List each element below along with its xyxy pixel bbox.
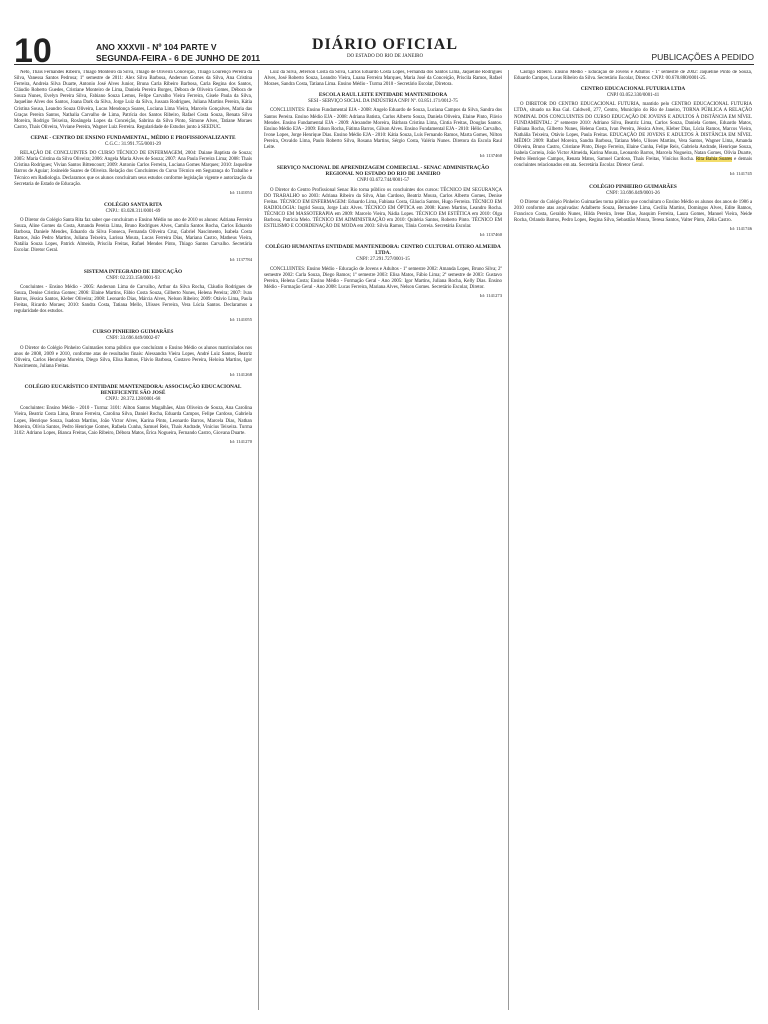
notice-title: COLÉGIO EUCARÍSTICO ENTIDADE MANTENEDORA: ASSOCIAÇÃO EDUCACIONAL BENEFICENTE SÃO JOSÉ — [24, 384, 242, 397]
page-header — [0, 0, 768, 70]
notice-block — [514, 184, 752, 233]
notice-body: CONCLUINTES: Ensino Fundamental EJA - 2008: Angelo Eduardo de Souza, Luciana Campos da Silva, Sandra dos Santos Pereira. Ensino Médio EJA - 2008: Adriana Batista, Carlos Alberto Souza, Daniela Oliveira, Elaine Pinto, Flávio Mendes. Ensino Fundamental EJA - 2009: Alexandre Moreira, Bárbara Cristina Lima, Cíntia Freitas, Douglas Santos. Ensino Médio EJA - 2009: Edson Rocha, Fátima Barros, Gilson Alves. Ensino Fundamental EJA - 2010: Hélio Carvalho, Ivone Lopes, Jorge Henrique Dias. Ensino Médio EJA - 2010: Kátia Souza, Luís Fernando Ramos, Marta Gomes, Nilton Pereira, Osvaldo Lima, Paulo Roberto Silva, Rosana Martins, Sérgio Costa, Valéria Nunes. Diretora da Escola Raul Leite. — [264, 108, 502, 151]
issue-line: ANO XXXVII - Nº 104 PARTE V — [96, 42, 217, 52]
notice-block — [14, 202, 252, 263]
notice-cnpj: C.G.C.: 31.991.755/0001-29 — [105, 142, 161, 148]
notice-title: CURSO PINHEIRO GUIMARÃES — [92, 329, 174, 336]
notice-id: Id: 1137460 — [479, 232, 502, 238]
notice-id: Id: 1141270 — [229, 438, 252, 444]
notice-cnpj: CNPJ.: 03.028.311/0001-69 — [105, 208, 161, 214]
notice-cnpj: CNPJ: 33.696.049/0001-26 — [606, 190, 660, 196]
header-divider — [14, 64, 754, 65]
notice-block — [14, 384, 252, 445]
column-2 — [264, 70, 502, 1010]
notice-cnpj: CNPJ 03.052.330/0001-41 — [606, 93, 660, 99]
column-1 — [14, 70, 252, 1010]
notice-title: COLÉGIO PINHEIRO GUIMARÃES — [589, 183, 677, 190]
notice-body: CONCLUINTES: Ensino Médio - Educação de Jovens e Adultos - 1º semestre 2002: Amanda Lopes, Bruno Silva; 2º semestre 2002: Carla Souza, Diego Ramos; 1º semestre 2003: Elisa Matos, Fábio Lima; 2º semestre de 2003: Gustavo Pereira, Helena Costa; Ensino Médio - Formação Geral - Ano 2005: Igor Martins, Juliana Rocha, Kelly Dias. Ensino Médio - Formação Geral - Ano 2008: Lucas Ferreira, Mariana Alves, Nelson Gomes. Secretário Escolar, Diretor. — [264, 266, 502, 290]
notice-block — [14, 329, 252, 378]
notice-body-text: e demais concluintes relacionados em ata. Secretária Escolar. Diretor Geral. — [514, 157, 752, 169]
masthead-title: DIÁRIO OFICIAL — [311, 36, 458, 53]
notice-body — [514, 102, 752, 169]
notice-body: O Diretor do Colégio Santa Rita faz saber que concluíram o Ensino Médio no ano de 2010 os alunos: Adriana Ferreira Souza, Aline Gomes da Costa, Amanda Pereira Lima, Bruno Rodrigues Alves, Camila Santos Rocha, Carlos Eduardo Barbosa, Daniele Mendes, Eduardo da Silva Fonseca, Fernanda Oliveira Cruz, Gabriel Nascimento, Isabela Costa Ramos, João Pedro Martins, Juliana Teixeira, Larissa Moura, Lucas Ferreira Dias, Mariana Castro, Matheus Vieira, Natália Souza Lopes, Patrick Almeida, Priscila Freitas, Rafael Mendes Pinto, Thiago Santos Carvalho. Secretária Escolar. Diretor Geral. — [14, 217, 252, 254]
notice-title: COLÉGIO HUMANITAS ENTIDADE MANTENEDORA: CENTRO CULTURAL OTERO ALMEIDA LTDA. — [265, 244, 501, 257]
column-divider — [508, 70, 509, 1010]
notice-title: SERVIÇO NACIONAL DE APRENDIZAGEM COMERCIAL - SENAC ADMINISTRAÇÃO REGIONAL NO ESTADO DO RIO DE JANEIRO — [276, 165, 490, 178]
notice-cnpj: SESI - SERVIÇO SOCIAL DA INDÚSTRIA CNPJ Nº. 03.851.171/0012-75 — [308, 99, 458, 105]
date-line: SEGUNDA-FEIRA - 6 DE JUNHO DE 2011 — [96, 53, 261, 63]
notice-id: Id: 1141273 — [479, 292, 502, 298]
notice-id: Id: 1141268 — [229, 371, 252, 377]
notice-block — [264, 244, 502, 299]
notice-cnpj: CNPJ 03.672.744/0001-57 — [356, 178, 410, 184]
notice-cnpj: CNPJ: 02.233.150/0001-93 — [106, 275, 160, 281]
notice-title: COLÉGIO SANTA RITA — [103, 201, 163, 208]
page-number: 10 — [14, 32, 52, 70]
notice-id: Id: 1141055 — [229, 317, 252, 323]
notice-body: O Diretor do Colégio Pinheiro Guimarães torna público que concluíram o Ensino Médio os alunos dos anos de 1986 a 2010 conforme atas arquivadas: Adalberto Souza, Bernadete Lima, Cecília Martins, Domingos Alves, Edite Ramos, Francisco Costa, Geraldo Nunes, Hilda Pereira, Irene Dias, Joaquim Ferreira, Laura Gomes, Manoel Vieira, Neide Rocha, Orlando Barros, Pedro Lopes, Regina Silva, Sebastião Moura, Teresa Santos, Valter Pinto, Zélia Castro. — [514, 199, 752, 223]
notice-cnpj: CNPJ: 27.291.727/0001-15 — [356, 257, 410, 263]
notice-id: Id: 1141745 — [729, 171, 752, 177]
masthead-subtitle: DO ESTADO DO RIO DE JANEIRO — [346, 54, 424, 59]
notice-cnpj: CNPJ: 33.696.049/0002-07 — [106, 336, 160, 342]
notice-block — [514, 86, 752, 177]
notice-body: O Diretor do Centro Profissional Senac Rio torna público os concluintes dos cursos: TÉCNICO EM SEGURANÇA DO TRABALHO no 2003: Adriana Ribeiro da Silva, Alan Cardoso, Beatriz Moura, Carlos Alberto Gomes, Denise Freitas. TÉCNICO EM ENFERMAGEM: Eduardo Lima, Fabiana Costa, Gláucia Santos, Hugo Ferreira. TÉCNICO EM RADIOLOGIA: Ingrid Souza, Jorge Luiz Alves. TÉCNICO EM ÓPTICA em 2008: Karen Martins, Leandro Rocha. TÉCNICO EM MASSOTERAPIA em 2009: Marcelo Vieira, Nádia Lopes. TÉCNICO EM ESTÉTICA em 2010: Olga Barbosa, Patrícia Melo. TÉCNICO EM ADMINISTRAÇÃO em 2010: Quitéria Santos, Roberto Pinto. TÉCNICO EM ESTILISMO E COORDENAÇÃO DE MODA em 2003: Silvia Ramos, Tânia Correia. Secretária Escolar. — [264, 187, 502, 230]
notice-title: CEPAE - CENTRO DE ENSINO FUNDAMENTAL, MÉDIO E PROFISSIONALIZANTE — [30, 134, 236, 141]
masthead — [300, 36, 470, 59]
notice-id: Id: 1141053 — [229, 189, 252, 195]
notice-title: ESCOLA RAUL LEITE ENTIDADE MANTENEDORA — [318, 92, 448, 99]
notice-cnpj: CNPJ.: 28.372.128/0001-68 — [105, 397, 161, 403]
column-divider — [258, 70, 259, 1010]
issue-info — [96, 42, 260, 64]
notice-id: Id: 1137460 — [479, 153, 502, 159]
notice-id: Id: 1137784 — [229, 256, 252, 262]
column-lead-text: Luiz da Silva, Jeferson Costa da Silva, Carlos Eduardo Costa Lopes, Fernanda dos Santos Lima, Jaqueline Rodrigues Alves, José Roberto Souza, Leandro Vieira, Luana Ferreira Marques, Maria José da Conceição, Priscila Ramos, Rafael Moraes, Sandra Costa, Tatiana Lima. Ensino Médio - Turma 2010 - Secretário Escolar, Diretora. — [264, 70, 502, 88]
notice-body: RELAÇÃO DE CONCLUINTES DO CURSO TÉCNICO DE ENFERMAGEM, 2004: Daiane Baptista de Souza; 2005: Maria Cristina da Silva Oliveira; 2006: Angela Maria Alves de Souza; 2007: Ana Paula Ferreira Lima; 2008: Thaís Cristina Rodrigues; Vivian Santos Bittencourt; 2009: Antonio Carlos Ferreira, Luciana Gomes Marques; 2010: Jaqueline Barros de Aguiar; Josineide Soares de Oliveira. Relação dos Concluintes do Curso Técnico em Segurança do Trabalho e Técnico em Radiologia. Declaramos que os alunos concluíram seus estudos conforme legislação vigente e autorização da Secretaria de Estado de Educação. — [14, 151, 252, 187]
notice-body: O Diretor do Colégio Pinheiro Guimarães torna público que concluíram o Ensino Médio os alunos matriculados nos anos de 2008, 2009 e 2010, conforme atas de resultados finais: Alessandra Vieira Lopes, André Luiz Santos, Beatriz Oliveira, Carlos Henrique Moreira, Diego Silva, Elisa Ramos, Flávio Barbosa, Gustavo Pereira, Heloísa Martins, Igor Nascimento, Juliana Freitas. — [14, 345, 252, 369]
notice-body-text: O DIRETOR DO CENTRO EDUCACIONAL FUTURIA, mantido pelo CENTRO EDUCACIONAL FUTURIA LTDA, situado na Rua Gal. Caldwell, 277, Centro, Município do Rio de Janeiro, TORNA PÚBLICA A RELAÇÃO NOMINAL DOS CONCLUINTES DO CURSO EDUCAÇÃO DE JOVENS E ADULTOS À DISTÂNCIA EM NÍVEL FUNDAMENTAL: 2º semestre 2010: Adriano Silva, Beatriz Lima, Carlos Souza, Daniela Gomes, Eduardo Matos, Fabiana Rocha, Gilberto Nunes, Helena Costa, Ivan Pereira, Jéssica Alves, Kleber Dias, Lúcia Ramos, Marcos Vieira, Nathália Teixeira, Otávio Lopes, Paula Freitas. EDUCAÇÃO DE JOVENS E ADULTOS À DISTÂNCIA EM NÍVEL MÉDIO: 2009: Rafael Moreira, Sandra Barbosa, Tatiana Melo, Ulisses Martins, Vera Santos, Wagner Lima, Amanda Oliveira, Bruno Castro, Cristiane Pinto, Diego Ferreira, Elaine Cunha, Felipe Reis, Gabriela Andrade, Henrique Souza, Isabela Correia, João Victor Almeida, Karina Moura, Leonardo Barros, Marcela Nogueira, Natan Gomes, Olívia Duarte, Pedro Henrique Campos, Renata Matos, Samuel Cardoso, Thaís Freitas, Vinícius Rocha. — [514, 102, 752, 163]
column-3 — [514, 70, 752, 1010]
notice-block — [264, 165, 502, 238]
notice-block — [14, 269, 252, 324]
column-lead-text: Castigo Ribeiro. Ensino Médio - Educação de Jovens e Adultos - 1º semestre de 2002: Jaqueline Pinto de Souza, Eduardo Campos, Lucas Ribeiro da Silva. Secretário Escolar, Diretor. CNPJ: 00.678.880/0001-25. — [514, 70, 752, 82]
column-lead-text: Neto, Thaís Fernandes Ribeiro, Thiago Monteiro da Silva, Thiago de Oliveira Conceição, Thiago Lourenço Pereira da Silva, Vanessa Santos Pedrosa; 1º semestre de 2011: Alex Silva Barbosa, Anderson Gomes da Silva, Ana Cristina Ferreira, Andreia Silva Duarte, Antonio José Alves Junior, Bruna Carla Ribeiro Barbosa, Carla Regina dos Santos, Cláudio Roberto Guedes, Cristiane Monteiro de Lima, Daniela Pereira Borges, Débora de Oliveira Gomes, Débora de Souza Nunes, Evelyn Pereira Silva, Fabiano Souza Lemos, Felipe Carvalho Vieira Ferreira, Gisele Paula da Silva, Jaqueline Alves dos Santos, Joana Dark da Silva, Jorge Luiz da Silva, Jussara Rodrigues, Juliana Martins Pereira, Kátia Cristina Sousa, Leandro Souza Oliveira, Lucas Mendonça Soares, Luciana Lima Vieira, Marcelo Gonçalves, Maria das Graças Pereira Santos, Nathalia Carvalho de Lima, Patrícia dos Santos Ribeiro, Rafael Costa Souza, Renata Silva Moreira, Rodrigo Teixeira, Rosângela Lopes da Conceição, Sabrina da Silva Pinto, Simone Alves, Tatiane Moraes Castro, Thaís Oliveira, Viviane Pereira, Wagner Luiz Ferreira. Regularidade de Estudos junto à SEEDUC. — [14, 70, 252, 130]
notice-title: SISTEMA INTEGRADO DE EDUCAÇÃO — [83, 268, 183, 275]
section-title: PUBLICAÇÕES A PEDIDO — [651, 52, 754, 62]
notice-block — [264, 92, 502, 159]
highlighted-name: Rita Bahia Soares — [695, 157, 733, 163]
notice-body: Concluintes: Ensino Médio - 2010 - Turma: 3101: Ailton Santos Magalhães, Alan Oliveira de Souza, Ana Carolina Vieira, Beatriz Costa Lima, Bruno Ferreira, Carolina Silva, Daniel Rocha, Eduarda Campos, Felipe Cardoso, Gabriela Lopes, Henrique Souza, Isadora Martins, João Victor Alves, Karina Pinto, Leonardo Barros, Marcela Dias, Nathan Moreira, Olívia Santos, Pedro Henrique Gomes, Rafaela Cunha, Samuel Reis, Thaís Andrade, Vinícius Teixeira. Turma 3102: Adriano Lopes, Bianca Freitas, Caio Ribeiro, Débora Matos, Érica Nogueira, Fernando Castro, Giovana Duarte. — [14, 406, 252, 436]
notice-body: Concluintes - Ensino Médio - 2005: Anderson Lima de Carvalho, Arthur da Silva Rocha, Cláudio Rodrigues de Souza, Denise Cristina Gomes; 2006: Elaine Martins, Fábio Costa Souza, Gilberto Nunes, Helena Pereira; 2007: Ivan Barros, Jéssica Santos, Kleber Oliveira; 2008: Leonardo Dias, Márcia Alves, Nelson Ribeiro; 2009: Otávio Lima, Paula Freitas, Ricardo Moraes; 2010: Sandra Costa, Tatiana Mello, Ulisses Ferreira, Vera Lúcia Santos. Declaramos a regularidade dos estudos. — [14, 284, 252, 315]
notice-block — [14, 135, 252, 196]
notice-title: CENTRO EDUCACIONAL FUTURIA LTDA — [580, 86, 686, 93]
notice-id: Id: 1141746 — [729, 226, 752, 232]
